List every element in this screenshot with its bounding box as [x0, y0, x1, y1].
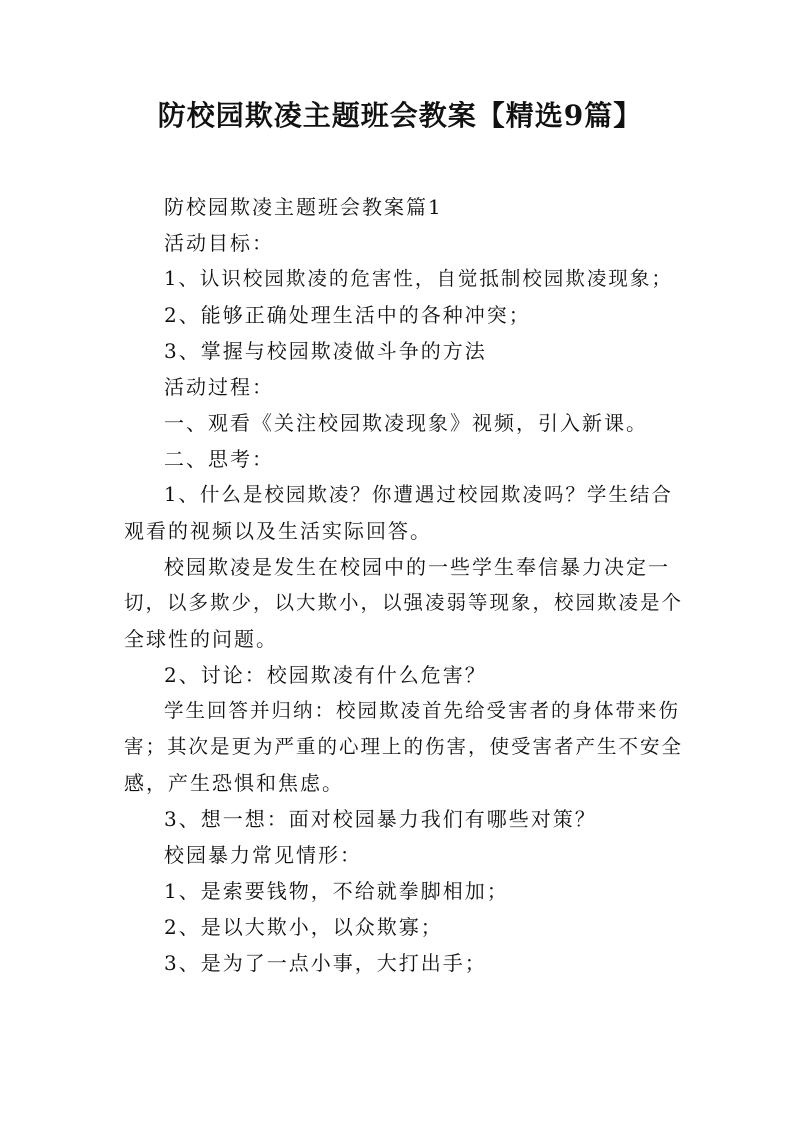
paragraph-line: 3、掌握与校园欺凌做斗争的方法 [164, 339, 487, 363]
paragraph-line: 二、思考： [164, 447, 274, 471]
paragraph-line: 1、什么是校园欺凌？你遭遇过校园欺凌吗？学生结合 [164, 483, 673, 506]
paragraph-line: 2、是以大欺小，以众欺寡； [164, 915, 443, 939]
paragraph-line: 1、认识校园欺凌的危害性，自觉抵制校园欺凌现象； [164, 267, 673, 290]
paragraph-line: 全球性的问题。 [124, 627, 278, 651]
paragraph-line: 活动目标： [164, 231, 274, 255]
paragraph-line: 切，以多欺少，以大欺小，以强凌弱等现象，校园欺凌是个 [124, 591, 684, 614]
paragraph-line: 2、讨论：校园欺凌有什么危害？ [164, 663, 487, 687]
paragraph-line: 校园欺凌是发生在校园中的一些学生奉信暴力决定一 [164, 555, 670, 579]
paragraph-line: 3、想一想：面对校园暴力我们有哪些对策？ [164, 807, 597, 831]
paragraph-line: 3、是为了一点小事，大打出手； [164, 951, 487, 975]
paragraph-line: 观看的视频以及生活实际回答。 [124, 519, 432, 543]
paragraph-line: 2、能够正确处理生活中的各种冲突； [164, 303, 531, 327]
paragraph-line: 学生回答并归纳：校园欺凌首先给受害者的身体带来伤 [164, 699, 681, 722]
paragraph-line: 感，产生恐惧和焦虑。 [124, 771, 344, 795]
paragraph-line: 害；其次是更为严重的心理上的伤害，使受害者产生不安全 [124, 735, 684, 758]
paragraph-line: 1、是索要钱物，不给就拳脚相加； [164, 879, 509, 903]
paragraph-line: 一、观看《关注校园欺凌现象》视频，引入新课。 [164, 411, 648, 435]
section-heading: 防校园欺凌主题班会教案篇1 [164, 195, 443, 219]
paragraph-line: 校园暴力常见情形： [164, 843, 362, 867]
document-title: 防校园欺凌主题班会教案【精选9篇】 [157, 99, 643, 132]
document-body [124, 189, 684, 981]
paragraph-line: 活动过程： [164, 375, 274, 399]
